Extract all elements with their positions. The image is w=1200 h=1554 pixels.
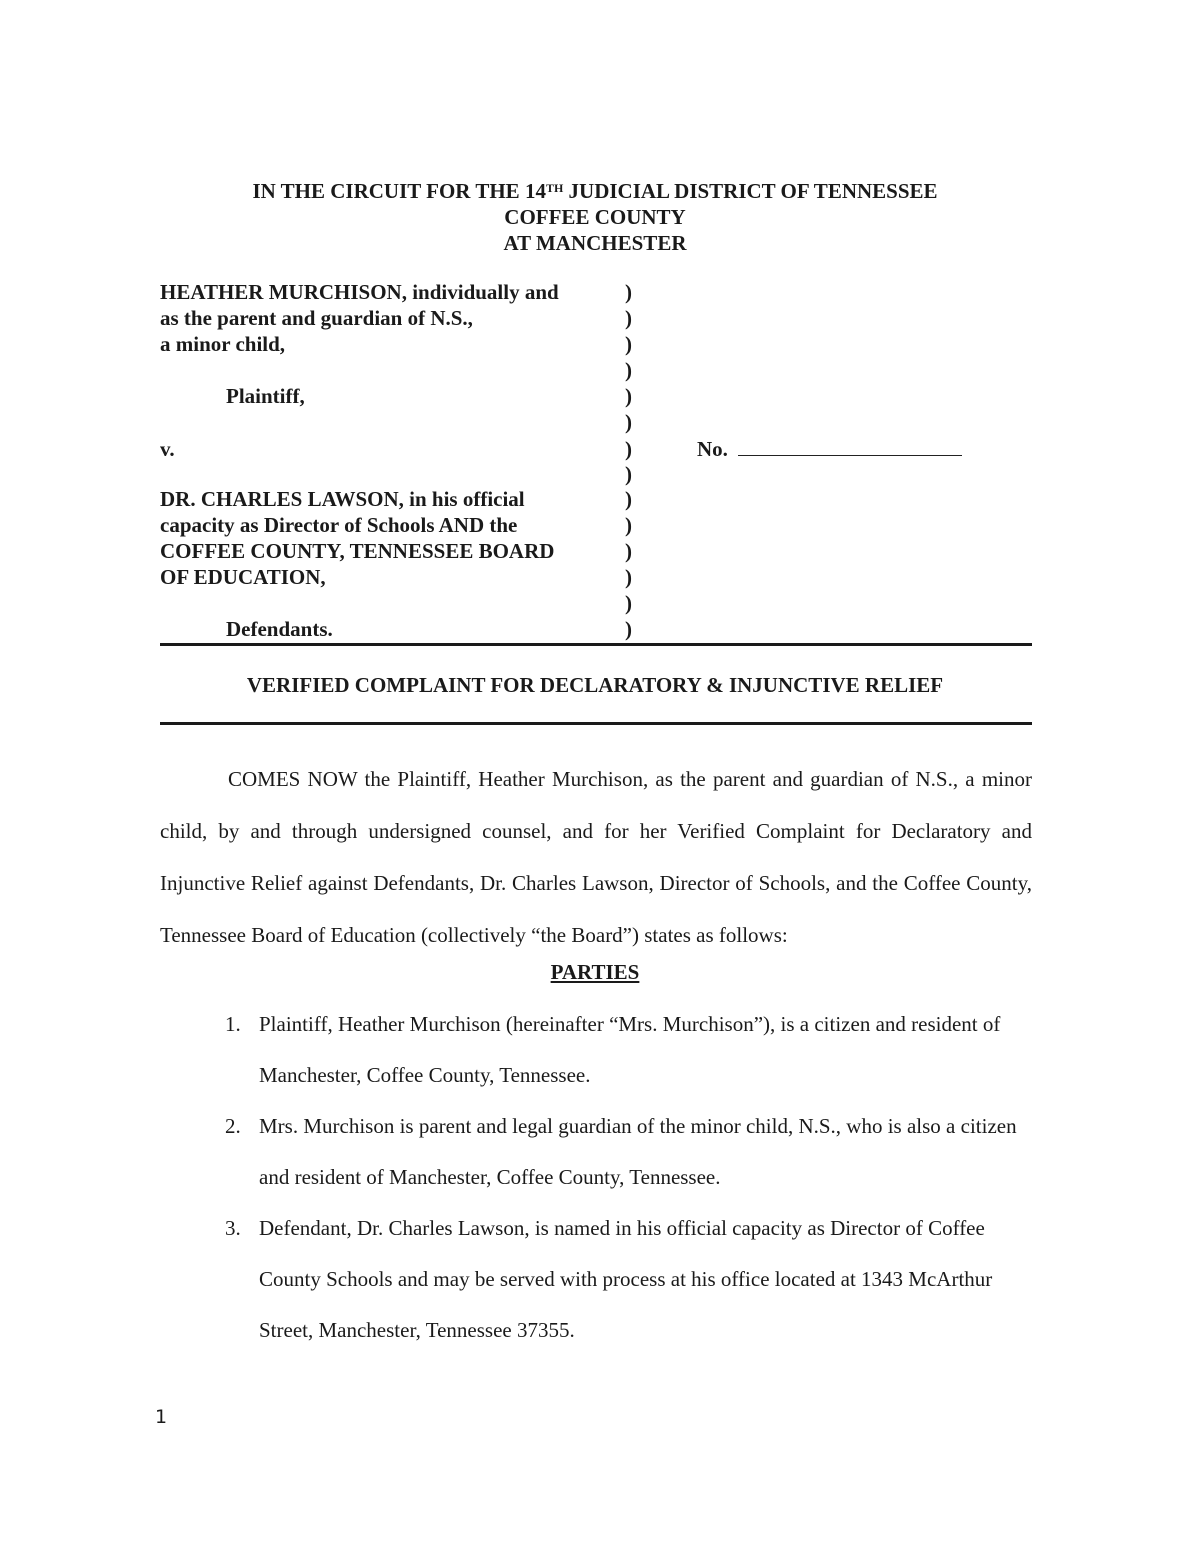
list-item (225, 1101, 1025, 1203)
caption-paren: ) (625, 384, 632, 408)
case-number-label: No. (697, 437, 728, 461)
page-number: 1 (155, 1406, 168, 1428)
court-header (0, 178, 1190, 256)
caption-paren: ) (625, 437, 632, 461)
plaintiff-role: Plaintiff, (226, 384, 305, 408)
caption-divider-bottom (160, 722, 1032, 725)
plaintiff-name-line-2: as the parent and guardian of N.S., (160, 306, 473, 330)
caption-paren: ) (625, 280, 632, 304)
caption-paren: ) (625, 617, 632, 641)
caption-paren: ) (625, 565, 632, 589)
defendant-name-line-3: COFFEE COUNTY, TENNESSEE BOARD (160, 539, 555, 563)
document-title: VERIFIED COMPLAINT FOR DECLARATORY & INJUNCTIVE RELIEF (246, 673, 944, 697)
defendant-name-line-1: DR. CHARLES LAWSON, in his official (160, 487, 525, 511)
caption-divider-top (160, 643, 1032, 646)
item-text: Plaintiff, Heather Murchison (hereinafter “Mrs. Murchison”), is a citizen and resident of Manchester, Coffee County, Tennessee. (259, 1012, 1001, 1087)
plaintiff-name-line-1: HEATHER MURCHISON, individually and (160, 280, 559, 304)
defendant-name-line-4: OF EDUCATION, (160, 565, 326, 589)
list-item (225, 1203, 1025, 1356)
item-text: Defendant, Dr. Charles Lawson, is named in his official capacity as Director of Coffee County Schools and may be served with process at his office located at 1343 McArthur Street, Manchester, Tennessee 37355. (259, 1216, 993, 1342)
case-number (697, 437, 962, 462)
item-number: 1. (225, 1012, 241, 1036)
list-item (225, 999, 1025, 1101)
versus-label: v. (160, 437, 175, 461)
caption-paren: ) (625, 462, 632, 486)
item-text: Mrs. Murchison is parent and legal guardian of the minor child, N.S., who is also a citizen and resident of Manchester, Coffee County, Tennessee. (259, 1114, 1017, 1189)
case-number-blank (738, 439, 962, 456)
caption-paren: ) (625, 306, 632, 330)
defendant-role: Defendants. (226, 617, 333, 641)
caption-paren: ) (625, 332, 632, 356)
caption-paren: ) (625, 358, 632, 382)
court-line-1: IN THE CIRCUIT FOR THE 14TH JUDICIAL DISTRICT OF TENNESSEE (252, 179, 938, 203)
defendant-name-line-2: capacity as Director of Schools AND the (160, 513, 518, 537)
caption-paren: ) (625, 539, 632, 563)
caption-paren: ) (625, 513, 632, 537)
caption-paren: ) (625, 487, 632, 511)
intro-paragraph: COMES NOW the Plaintiff, Heather Murchison, as the parent and guardian of N.S., a minor child, by and through undersigned counsel, and for her Verified Complaint for Declaratory and Injunctive Relief against Defendants, Dr. Charles Lawson, Director of Schools, and the Coffee County, Tennessee Board of Education (collectively “the Board”) states as follows: (160, 767, 1032, 947)
section-heading-parties: PARTIES (550, 960, 640, 984)
ordinal-suffix: TH (545, 181, 564, 195)
court-line-3: AT MANCHESTER (503, 231, 687, 255)
plaintiff-name-line-3: a minor child, (160, 332, 286, 356)
caption-paren: ) (625, 410, 632, 434)
item-number: 2. (225, 1114, 241, 1138)
court-line-2: COFFEE COUNTY (504, 205, 686, 229)
item-number: 3. (225, 1216, 241, 1240)
caption-paren: ) (625, 591, 632, 615)
